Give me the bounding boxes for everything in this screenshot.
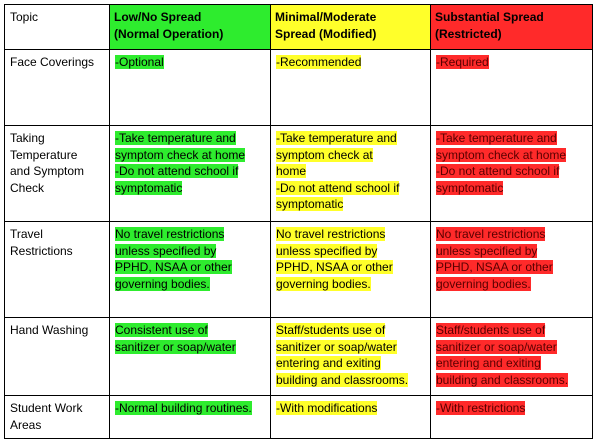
table-row	[5, 126, 593, 222]
substantial-line: Staff/students use of	[436, 323, 546, 337]
moderate-line: -Take temperature and	[276, 131, 397, 145]
header-substantial-spread	[431, 5, 593, 50]
moderate-cell	[271, 50, 431, 126]
moderate-line: No travel restrictions	[276, 227, 386, 241]
moderate-line: symptomatic	[276, 197, 344, 211]
low-line: -Take temperature and	[115, 131, 236, 145]
moderate-line: -Recommended	[276, 55, 362, 69]
substantial-line: PPHD, NSAA or other	[436, 260, 553, 274]
table-row	[5, 396, 593, 439]
substantial-cell	[431, 50, 593, 126]
table-row	[5, 222, 593, 318]
low-line: -Optional	[115, 55, 164, 69]
topic-line: Travel	[10, 227, 43, 241]
low-line: PPHD, NSAA or other	[115, 260, 232, 274]
moderate-line: unless specified by	[276, 243, 378, 258]
low-line: unless specified by	[115, 243, 217, 258]
header-moderate-line: Spread (Modified)	[275, 26, 377, 41]
topic-line: Check	[10, 180, 45, 195]
topic-line: Temperature	[10, 147, 78, 162]
moderate-line: home	[276, 164, 307, 178]
topic-cell	[5, 50, 110, 126]
low-line: sanitizer or soap/water	[115, 339, 236, 354]
substantial-line: sanitizer or soap/water	[436, 339, 557, 354]
low-line: -Do not attend school if	[115, 164, 239, 178]
topic-cell	[5, 126, 110, 222]
substantial-line: -Take temperature and	[436, 131, 557, 145]
moderate-line: -With modifications	[276, 401, 378, 415]
low-cell	[110, 50, 271, 126]
substantial-line: -Do not attend school if	[436, 164, 560, 178]
moderate-cell	[271, 396, 431, 439]
header-moderate-spread	[271, 5, 431, 50]
topic-cell	[5, 222, 110, 318]
topic-line: Taking	[10, 131, 45, 145]
substantial-line: No travel restrictions	[436, 227, 546, 241]
substantial-line: governing bodies.	[436, 276, 531, 291]
table-row	[5, 318, 593, 396]
header-low-line: (Normal Operation)	[114, 26, 224, 41]
header-substantial-line: Substantial Spread	[435, 10, 544, 24]
moderate-cell	[271, 318, 431, 396]
low-line: -Normal building routines.	[115, 401, 252, 415]
topic-line: Student Work	[10, 401, 83, 415]
substantial-cell	[431, 318, 593, 396]
moderate-line: Staff/students use of	[276, 323, 386, 337]
moderate-line: entering and exiting	[276, 356, 381, 370]
moderate-line: governing bodies.	[276, 276, 371, 291]
topic-line: Restrictions	[10, 243, 73, 258]
spread-level-table	[4, 4, 593, 439]
moderate-line: PPHD, NSAA or other	[276, 260, 393, 274]
low-line: symptomatic	[115, 180, 183, 195]
low-cell	[110, 126, 271, 222]
table-row	[5, 50, 593, 126]
header-low-spread	[110, 5, 271, 50]
substantial-line: symptomatic	[436, 180, 504, 195]
topic-line: Hand Washing	[10, 323, 89, 337]
substantial-cell	[431, 396, 593, 439]
topic-line: and Symptom	[10, 164, 85, 178]
topic-line: Face Coverings	[10, 55, 95, 69]
moderate-line: building and classrooms.	[276, 372, 409, 387]
low-line: Consistent use of	[115, 323, 208, 337]
header-moderate-line: Minimal/Moderate	[275, 10, 377, 24]
topic-cell	[5, 396, 110, 439]
substantial-cell	[431, 126, 593, 222]
header-topic: Topic	[5, 5, 110, 50]
substantial-cell	[431, 222, 593, 318]
moderate-cell	[271, 222, 431, 318]
substantial-line: -With restrictions	[436, 401, 526, 415]
moderate-line: symptom check at	[276, 147, 373, 162]
moderate-cell	[271, 126, 431, 222]
header-low-line: Low/No Spread	[114, 10, 202, 24]
low-cell	[110, 396, 271, 439]
topic-cell	[5, 318, 110, 396]
low-line: symptom check at home	[115, 147, 246, 162]
header-row	[5, 5, 593, 50]
low-line: governing bodies.	[115, 276, 210, 291]
substantial-line: unless specified by	[436, 243, 538, 258]
substantial-line: entering and exiting	[436, 356, 541, 370]
moderate-line: -Do not attend school if	[276, 180, 400, 195]
low-line: No travel restrictions	[115, 227, 225, 241]
header-substantial-line: (Restricted)	[435, 26, 502, 41]
topic-line: Areas	[10, 417, 42, 432]
substantial-line: building and classrooms.	[436, 372, 569, 387]
substantial-line: symptom check at home	[436, 147, 567, 162]
low-cell	[110, 318, 271, 396]
moderate-line: sanitizer or soap/water	[276, 339, 397, 354]
substantial-line: -Required	[436, 55, 489, 69]
low-cell	[110, 222, 271, 318]
